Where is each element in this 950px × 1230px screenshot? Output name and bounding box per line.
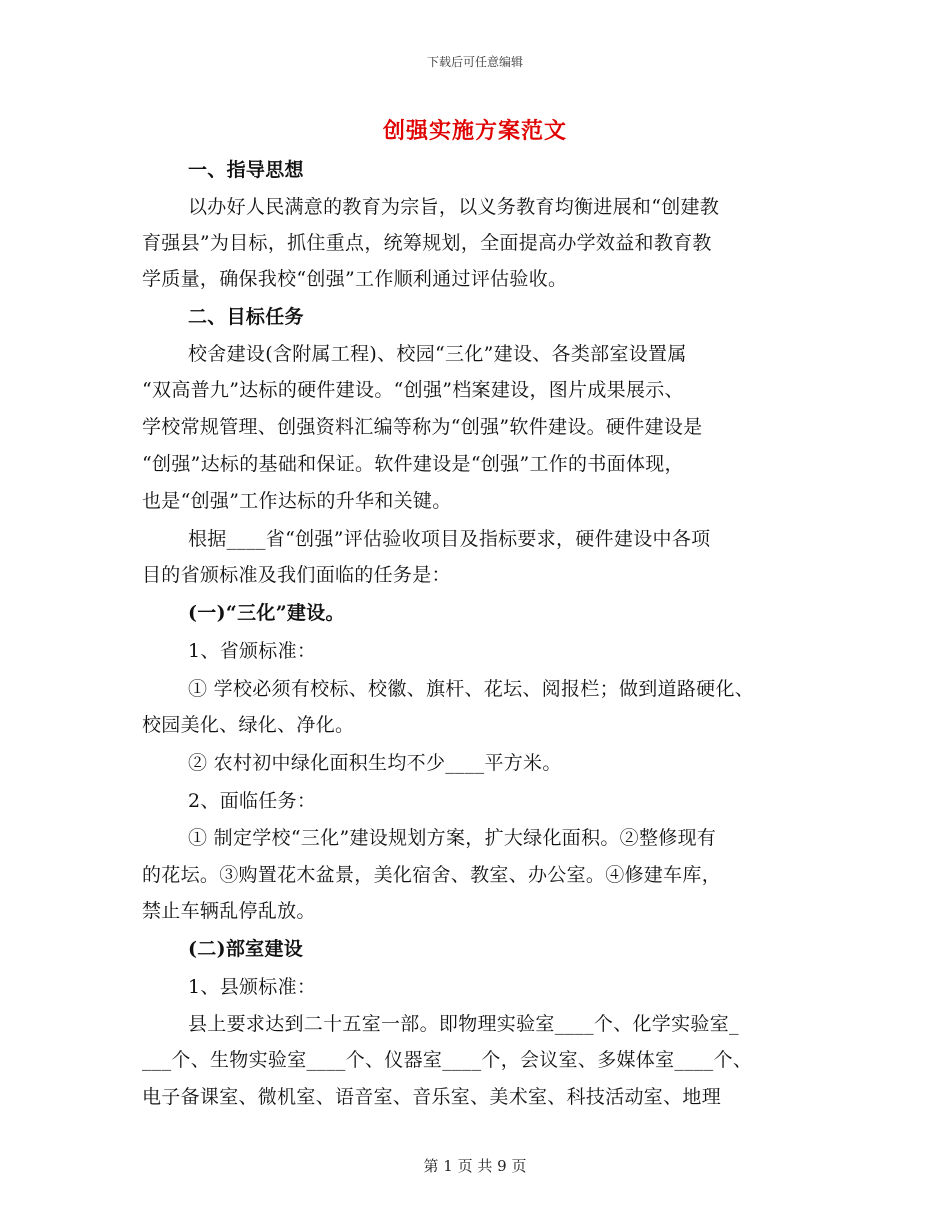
paragraph-line: ___个、生物实验室____个、仪器室____个，会议室、多媒体室____个、 (142, 1049, 753, 1071)
paragraph-line: ② 农村初中绿化面积生均不少____平方米。 (188, 752, 562, 774)
paragraph-line: ① 制定学校“三化”建设规划方案，扩大绿化面积。②整修现有 (188, 827, 717, 849)
paragraph-line: 禁止车辆乱停乱放。 (142, 900, 316, 922)
item-heading: 1、县颁标准： (188, 976, 317, 998)
paragraph-line: 电子备课室、微机室、语音室、音乐室、美术室、科技活动室、地理 (142, 1086, 722, 1108)
paragraph-line: “创强”达标的基础和保证。软件建设是“创强”工作的书面体现， (142, 453, 684, 475)
document-title: 创强实施方案范文 (382, 118, 567, 144)
subsection-heading: (一)“三化”建设。 (188, 602, 345, 624)
page-footer: 第 1 页 共 9 页 (423, 1157, 527, 1175)
subsection-heading: (二)部室建设 (188, 938, 304, 960)
item-heading: 2、面临任务： (188, 790, 317, 812)
paragraph-line: 也是“创强”工作达标的升华和关键。 (142, 490, 452, 512)
paragraph-line: ① 学校必须有校标、校徽、旗杆、花坛、阅报栏；做到道路硬化、 (188, 678, 755, 700)
page-header: 下载后可任意编辑 (426, 55, 523, 69)
paragraph-line: 县上要求达到二十五室一部。即物理实验室____个、化学实验室_ (188, 1013, 739, 1035)
paragraph-line: 育强县”为目标，抓住重点，统筹规划，全面提高办学效益和教育教 (142, 232, 712, 254)
paragraph-line: 校园美化、绿化、净化。 (142, 714, 355, 736)
paragraph-line: 的花坛。③购置花木盆景，美化宿舍、教室、办公室。④修建车库， (142, 864, 722, 886)
paragraph-line: 校舍建设(含附属工程)、校园“三化”建设、各类部室设置属 (188, 343, 687, 365)
paragraph-line: 根据____省“创强”评估验收项目及指标要求，硬件建设中各项 (188, 528, 711, 550)
paragraph-line: 以办好人民满意的教育为宗旨，以义务教育均衡进展和“创建教 (188, 196, 720, 218)
item-heading: 1、省颁标准： (188, 640, 317, 662)
section-heading: 二、目标任务 (188, 306, 304, 328)
paragraph-line: 学校常规管理、创强资料汇编等称为“创强”软件建设。硬件建设是 (142, 416, 703, 438)
section-heading: 一、指导思想 (188, 159, 304, 181)
paragraph-line: 目的省颁标准及我们面临的任务是： (142, 564, 451, 586)
paragraph-line: 学质量，确保我校“创强”工作顺利通过评估验收。 (142, 268, 568, 290)
paragraph-line: “双高普九”达标的硬件建设。“创强”档案建设，图片成果展示、 (142, 379, 684, 401)
